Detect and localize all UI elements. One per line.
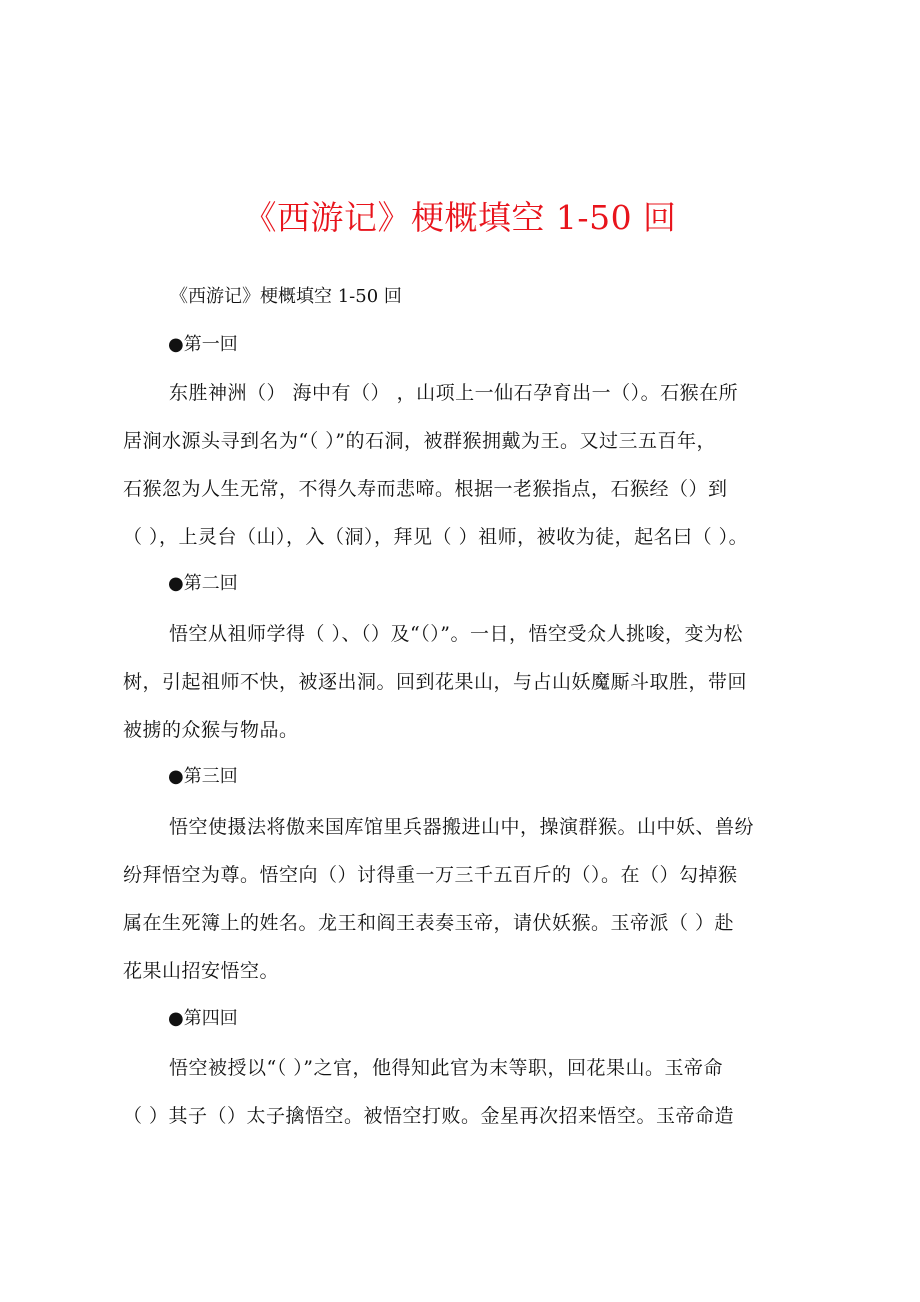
paragraph-line: 东胜神洲（） 海中有（） ，山项上一仙石孕育出一（）。石猴在所 (169, 382, 739, 404)
paragraph-line: 树，引起祖师不快，被逐出洞。回到花果山，与占山妖魔厮斗取胜，带回 (123, 671, 748, 693)
section-paragraph (123, 1044, 813, 1140)
section-heading: ●第一回 (168, 334, 238, 355)
document-subtitle: 《西游记》梗概填空 1-50 回 (170, 286, 402, 307)
paragraph-line: （ ），上灵台（山），入（洞），拜见（ ）祖师，被收为徒，起名曰（ ）。 (123, 526, 749, 548)
section-heading: ●第二回 (168, 573, 238, 594)
paragraph-line: 石猴忽为人生无常，不得久寿而悲啼。根据一老猴指点，石猴经（）到 (123, 478, 728, 500)
paragraph-line: 花果山招安悟空。 (123, 960, 280, 982)
section-paragraph (123, 369, 813, 561)
document-title: 《西游记》梗概填空 1-50 回 (243, 198, 677, 237)
paragraph-line: 悟空被授以“（ ）”之官，他得知此官为末等职，回花果山。玉帝命 (169, 1057, 723, 1079)
paragraph-line: 悟空从祖师学得（ ）、（）及“（）”。一日，悟空受众人挑唆，变为松 (169, 623, 743, 645)
paragraph-line: 属在生死簿上的姓名。龙王和阎王表奏玉帝，请伏妖猴。玉帝派（ ）赴 (123, 912, 735, 934)
paragraph-line: 被掳的众猴与物品。 (123, 719, 299, 741)
paragraph-line: 居涧水源头寻到名为“（ ）”的石洞，被群猴拥戴为王。又过三五百年， (123, 430, 716, 452)
section-heading: ●第四回 (168, 1008, 238, 1029)
section-paragraph (123, 803, 813, 995)
paragraph-line: 悟空使摄法将傲来国库馆里兵器搬进山中，操演群猴。山中妖、兽纷 (169, 816, 755, 838)
section-heading: ●第三回 (168, 766, 238, 787)
paragraph-line: （ ）其子（）太子擒悟空。被悟空打败。金星再次招来悟空。玉帝命造 (123, 1105, 735, 1127)
paragraph-line: 纷拜悟空为尊。悟空向（）讨得重一万三千五百斤的（）。在（）勾掉猴 (123, 864, 738, 886)
section-paragraph (123, 610, 813, 754)
